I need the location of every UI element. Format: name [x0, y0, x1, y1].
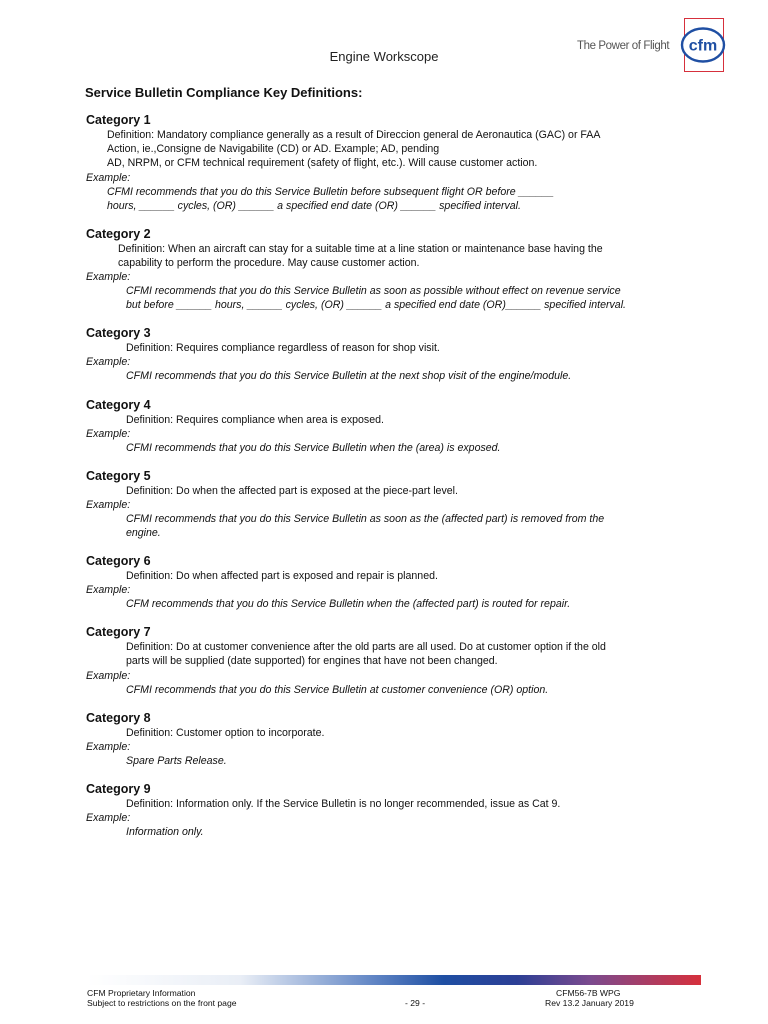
- example-label: Example:: [86, 584, 131, 596]
- category-title: Category 6: [86, 554, 151, 568]
- example-text-line: CFMI recommends that you do this Service Bulletin as soon as possible without effect on revenue service: [126, 285, 621, 297]
- category-definition-line: Definition: Do at customer convenience after the old parts are all used. Do at customer option if the old: [126, 641, 606, 653]
- category-definition-line: Definition: Do when the affected part is exposed at the piece-part level.: [126, 485, 458, 497]
- category-title: Category 3: [86, 326, 151, 340]
- example-label: Example:: [86, 356, 131, 368]
- footer-revision: Rev 13.2 January 2019: [545, 998, 634, 1008]
- example-text-line: hours, ______ cycles, (OR) ______ a specified end date (OR) ______ specified interval.: [107, 200, 521, 212]
- example-text-line: CFMI recommends that you do this Service Bulletin when the (area) is exposed.: [126, 442, 501, 454]
- page-number: - 29 -: [405, 998, 426, 1008]
- brand-tagline: The Power of Flight: [577, 40, 670, 52]
- category-title: Category 4: [86, 398, 151, 412]
- example-text-line: CFMI recommends that you do this Service Bulletin at customer convenience (OR) option.: [126, 684, 549, 696]
- category-title: Category 7: [86, 625, 151, 639]
- example-label: Example:: [86, 499, 131, 511]
- category-definition-line: capability to perform the procedure. May cause customer action.: [118, 257, 420, 269]
- category-title: Category 1: [86, 113, 151, 127]
- footer-document-id: CFM56-7B WPG: [556, 988, 621, 998]
- category-definition-line: Definition: Mandatory compliance generally as a result of Direccion general de Aeronautica (GAC) or FAA: [107, 129, 601, 141]
- logo-text: cfm: [688, 37, 718, 55]
- category-title: Category 2: [86, 227, 151, 241]
- category-definition-line: Definition: Customer option to incorporate.: [126, 727, 325, 739]
- footer-proprietary: CFM Proprietary Information: [87, 988, 196, 998]
- example-label: Example:: [86, 271, 131, 283]
- category-title: Category 8: [86, 711, 151, 725]
- example-label: Example:: [86, 812, 131, 824]
- category-definition-line: Definition: When an aircraft can stay for a suitable time at a line station or maintenance base having the: [118, 243, 603, 255]
- example-label: Example:: [86, 741, 131, 753]
- example-label: Example:: [86, 670, 131, 682]
- example-text-line: CFM recommends that you do this Service Bulletin when the (affected part) is routed for repair.: [126, 598, 571, 610]
- example-text-line: CFMI recommends that you do this Service Bulletin at the next shop visit of the engine/module.: [126, 370, 572, 382]
- example-text-line: Information only.: [126, 826, 204, 838]
- example-text-line: CFMI recommends that you do this Service Bulletin before subsequent flight OR before ______: [107, 186, 554, 198]
- category-definition-line: Action, ie.,Consigne de Navigabilite (CD) or AD. Example; AD, pending: [107, 143, 440, 155]
- category-definition-line: AD, NRPM, or CFM technical requirement (safety of flight, etc.). Will cause customer action.: [107, 157, 538, 169]
- footer-color-bar: [87, 975, 701, 985]
- example-text-line: CFMI recommends that you do this Service Bulletin as soon as the (affected part) is removed from the: [126, 513, 605, 525]
- page-header-title: Engine Workscope: [329, 49, 439, 64]
- section-heading: Service Bulletin Compliance Key Definitions:: [85, 85, 363, 100]
- example-text-line: but before ______ hours, ______ cycles, (OR) ______ a specified end date (OR)______ specified interval.: [126, 299, 626, 311]
- category-definition-line: Definition: Requires compliance regardless of reason for shop visit.: [126, 342, 440, 354]
- footer-restrictions: Subject to restrictions on the front page: [87, 998, 237, 1008]
- example-label: Example:: [86, 172, 131, 184]
- example-label: Example:: [86, 428, 131, 440]
- category-definition-line: Definition: Information only. If the Service Bulletin is no longer recommended, issue as Cat 9.: [126, 798, 561, 810]
- category-title: Category 9: [86, 782, 151, 796]
- category-title: Category 5: [86, 469, 151, 483]
- category-definition-line: Definition: Requires compliance when area is exposed.: [126, 414, 384, 426]
- category-definition-line: Definition: Do when affected part is exposed and repair is planned.: [126, 570, 438, 582]
- example-text-line: Spare Parts Release.: [126, 755, 227, 767]
- example-text-line: engine.: [126, 527, 161, 539]
- category-definition-line: parts will be supplied (date supported) for engines that have not been changed.: [126, 655, 498, 667]
